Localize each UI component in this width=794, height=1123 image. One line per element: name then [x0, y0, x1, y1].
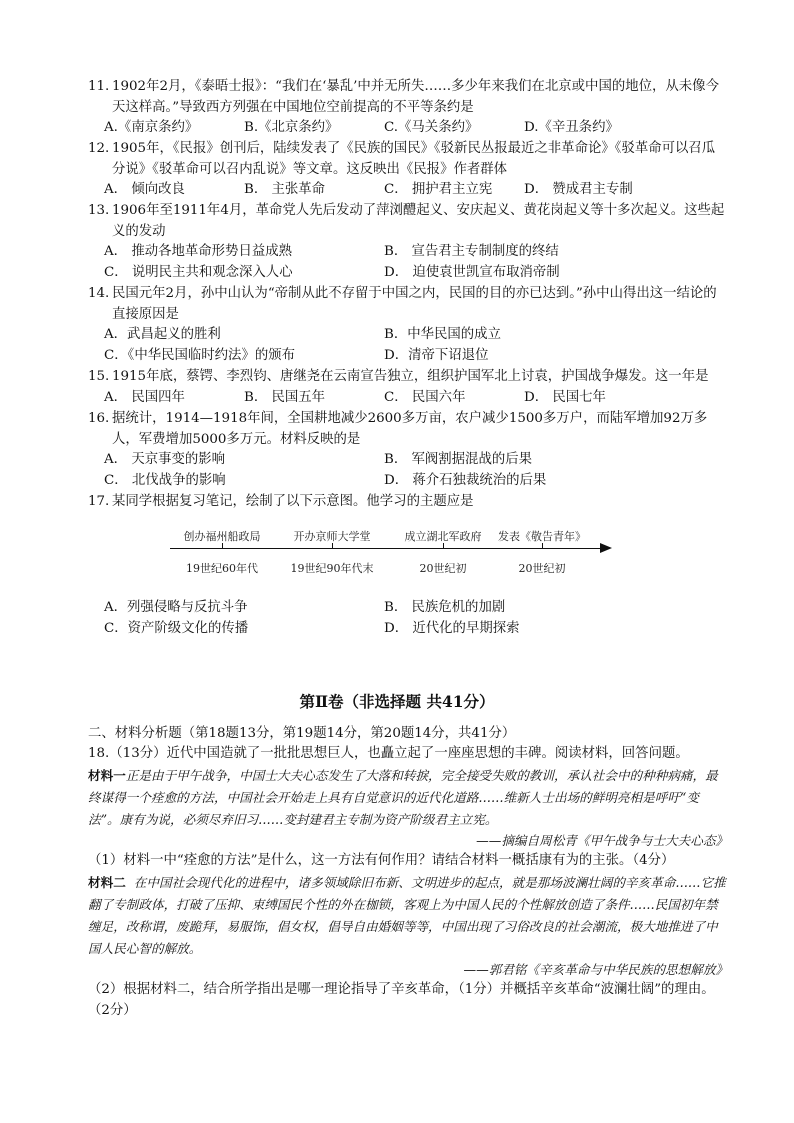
timeline-date: 20世纪初 [518, 562, 566, 575]
question-number: 11. [88, 79, 110, 94]
option-d: D．清帝下诏退位 [384, 347, 489, 363]
timeline-date: 19世纪90年代末 [290, 562, 374, 575]
option-d: D． 近代化的早期探索 [384, 620, 520, 636]
option-b: B． 民国五年 [244, 389, 326, 405]
option-a: A．武昌起义的胜利 [104, 327, 221, 343]
option-a: A． 天京事变的影响 [104, 452, 226, 468]
option-a: A． 民国四年 [104, 389, 185, 405]
question-number: 15. [88, 369, 110, 384]
timeline-tick [443, 543, 444, 549]
material-2-source: ——郭君铭《辛亥革命与中华民族的思想解放》 [463, 961, 728, 977]
options [88, 388, 728, 409]
question-18-intro: 18.（13分）近代中国造就了一批批思想巨人，也矗立起了一座座思想的丰碑。阅读材料，回答问题。 [88, 746, 689, 761]
material-2 [88, 872, 728, 960]
timeline-tick [332, 543, 333, 549]
option-a: A．列强侵略与反抗斗争 [104, 600, 248, 615]
question-stem: 某同学根据复习笔记，绘制了以下示意图。他学习的主题应是 [112, 494, 474, 509]
option-c: C． 说明民主共和观念深入人心 [104, 264, 293, 280]
question-12 [88, 139, 728, 201]
timeline-tick [222, 543, 223, 549]
question-number: 17. [88, 494, 110, 509]
question-stem: 1906年至1911年4月，革命党人先后发动了萍浏醴起义、安庆起义、黄花岗起义等十多次起义。这些起义的发动 [112, 203, 725, 239]
option-d: D． 民国七年 [524, 389, 606, 405]
question-16 [88, 409, 728, 491]
option-b: B． 宣告君主专制制度的终结 [384, 244, 559, 260]
timeline-arrow-icon [600, 543, 612, 553]
timeline-event: 创办福州船政局 [183, 530, 261, 543]
question-number: 13. [88, 203, 110, 218]
option-c: C． 北伐战争的影响 [104, 472, 226, 488]
question-number: 16. [88, 411, 110, 426]
option-c: C．《中华民国临时约法》的颁布 [104, 347, 296, 363]
timeline-event: 成立湖北军政府 [404, 530, 482, 543]
option-b: B．中华民国的成立 [384, 327, 501, 343]
question-18-2: （2）根据材料二，结合所学指出是哪一理论指导了辛亥革命，（1分）并概括辛亥革命“波澜壮阔”的理由。（2分） [88, 982, 715, 1018]
question-18-1: （1）材料一中“痊愈的方法”是什么，这一方法有何作用？请结合材料一概括康有为的主张。（4分） [88, 853, 675, 869]
option-d: D． 蒋介石独裁统治的后果 [384, 472, 547, 488]
option-c: C． 民国六年 [384, 389, 466, 405]
material-1-source: ——摘编自周松青《甲午战争与士大夫心态》 [476, 832, 728, 848]
timeline-date: 20世纪初 [419, 562, 467, 575]
options [88, 118, 728, 139]
material-1-label: 材料一 [88, 767, 126, 783]
question-stem: 1902年2月，《泰晤士报》：“我们在‘暴乱’中并无所失……多少年来我们在北京或中国的地位，从未像今天这样高。”导致西方列强在中国地位空前提高的不平等条约是 [112, 79, 719, 115]
option-c: C．资产阶级文化的传播 [104, 620, 249, 636]
option-b: B． 民族危机的加剧 [384, 600, 506, 615]
question-stem: 1905年，《民报》创刊后，陆续发表了《民族的国民》《驳新民丛报最近之非革命论》《驳革命可以召瓜分说》《驳革命可以召内乱说》等文章。这反映出《民报》作者群体 [112, 141, 716, 177]
material-1 [88, 765, 728, 831]
option-b: B.《北京条约》 [244, 120, 339, 136]
question-number: 14. [88, 286, 110, 301]
option-d: D.《辛丑条约》 [524, 120, 619, 136]
option-a: A.《南京条约》 [104, 120, 199, 136]
option-c: C． 拥护君主立宪 [384, 182, 493, 198]
option-d: D． 赞成君主专制 [524, 182, 633, 198]
question-stem: 民国元年2月，孙中山认为“帝制从此不存留于中国之内，民国的目的亦已达到。”孙中山得出这一结论的直接原因是 [112, 286, 717, 322]
timeline-date: 19世纪60年代 [186, 562, 258, 575]
option-a: A． 推动各地革命形势日益成熟 [104, 244, 293, 260]
options [88, 242, 728, 283]
question-17-options [88, 598, 728, 639]
option-b: B． 军阀割据混战的后果 [384, 452, 533, 468]
option-d: D． 迫使袁世凯宣布取消帝制 [384, 264, 560, 280]
timeline-diagram [170, 528, 620, 578]
question-17 [88, 492, 728, 513]
options [88, 180, 728, 201]
option-c: C.《马关条约》 [384, 120, 479, 136]
question-18 [88, 744, 728, 1022]
material-1-text: 正是由于甲午战争，中国士大夫心态发生了大落和转捩，完全接受失败的教训，承认社会中的种种病痛，最终谋得一个痊愈的方法，中国社会开始走上具有自觉意识的近代化道路……维新人士出场的鲜明亮相是呼吁“变法”。康有为说，必须尽弃旧习……变封建君主专制为资产阶级君主立宪。 [88, 767, 718, 827]
question-13 [88, 201, 728, 283]
timeline-tick [542, 543, 543, 549]
options [88, 325, 728, 366]
question-number: 12. [88, 141, 110, 156]
options [88, 450, 728, 491]
question-stem: 据统计，1914—1918年间，全国耕地减少2600多万亩，农户减少1500多万户，而陆军增加92万多人，军费增加5000多万元。材料反映的是 [112, 411, 708, 447]
option-a: A． 倾向改良 [104, 182, 185, 198]
question-stem: 1915年底，蔡锷、李烈钧、唐继尧在云南宣告独立，组织护国军北上讨袁，护国战争爆发。这一年是 [112, 369, 709, 384]
question-11 [88, 77, 728, 139]
timeline-event: 开办京师大学堂 [293, 530, 371, 543]
timeline-axis [170, 548, 600, 549]
question-15 [88, 367, 728, 408]
material-2-text: 在中国社会现代化的进程中，诸多领域除旧布新、文明进步的起点，就是那场波澜壮阔的辛亥革命……它推翻了专制政体，打破了压抑、束缚国民个性的外在枷锁，客观上为中国人民的个性解放创造了条件……民国初年禁缠足，改称谓，废跪拜，易服饰，倡女权，倡导自由婚姻等等，中国出现了习俗改良的社会潮流，极大地推进了中国人民心智的解放。 [88, 874, 726, 956]
timeline-event: 发表《敬告青年》 [498, 530, 586, 543]
options [88, 598, 728, 639]
option-b: B． 主张革命 [244, 182, 326, 198]
part-heading: 二、材料分析题（第18题13分，第19题14分，第20题14分，共41分） [88, 726, 516, 741]
question-14 [88, 284, 728, 366]
material-2-label: 材料二 [88, 874, 126, 890]
section-title: 第Ⅱ卷（非选择题 共41分） [299, 692, 495, 711]
